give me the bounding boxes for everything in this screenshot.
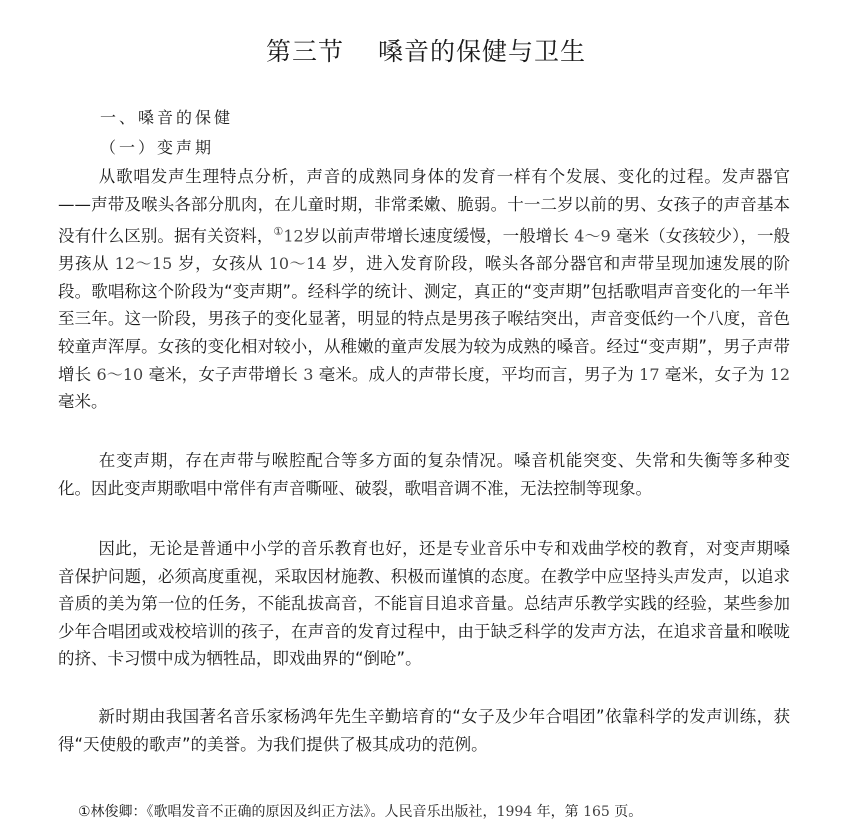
p1-num-2: 4～9 — [574, 226, 611, 246]
subheading-level-2: （一）变声期 — [100, 138, 215, 157]
p3-text: 因此，无论是普通中小学的音乐教育也好，还是专业音乐中专和戏曲学校的教育，对变声期嗓音保护问题，必须高度重视，采取因材施教、积极而谨慎的态度。在教学中应坚持头声发声，以追求音质的美为第一位的任务，不能乱拔高音，不能盲目追求音量。总结声乐教学实践的经验，某些参加少年合唱团或戏校培训的孩子，在声音的发育过程中，由于缺乏科学的发声方法，在追求音量和喉咙的挤、卡习惯中成为牺牲品，即戏曲界的“倒呛”。 — [58, 539, 790, 669]
paragraph-2 — [58, 447, 790, 502]
footnote-ref: ① — [273, 225, 284, 239]
p1-text-h: 毫米，女子为 — [664, 364, 765, 384]
paragraph-4 — [58, 703, 790, 758]
p1-num-7: 17 — [639, 364, 660, 384]
p1-num-1: 12 — [283, 226, 304, 246]
p1-text-i: 毫米。 — [58, 392, 108, 412]
footnote-year: 1994 — [496, 804, 533, 820]
footnote-page: 165 — [583, 804, 610, 820]
p2-text: 在变声期，存在声带与喉腔配合等多方面的复杂情况。嗓音机能突变、失常和失衡等多种变化。因此变声期歌唱中常伴有声音嘶哑、破裂，歌唱音调不准，无法控制等现象。 — [58, 451, 790, 498]
p1-text-g: 毫米。成人的声带长度，平均而言，男子为 — [318, 364, 634, 384]
p1-text-c: 毫米（女孩较少），一般男孩从 — [58, 226, 791, 274]
p1-num-4: 10～14 — [268, 254, 327, 274]
footnote-text-b: 年，第 — [536, 804, 579, 820]
p1-text-a: 从歌唱发声生理特点分析，声音的成熟同身体的发育一样有个发展、变化的过程。发声器官——声带及喉头各部分肌肉，在儿童时期，非常柔嫩、脆弱。十一二岁以前的男、女孩子的声音基本没有什么区别。据有关资料， — [58, 167, 790, 246]
p1-num-8: 12 — [769, 364, 791, 384]
footnote-text-a: ①林俊卿：《歌唱发音不正确的原因及纠正方法》。人民音乐出版社， — [78, 804, 497, 820]
footnote-text-c: 页。 — [614, 804, 643, 820]
p1-text-b: 岁以前声带增长速度缓慢，一般增长 — [303, 226, 569, 246]
p1-num-6: 3 — [303, 364, 314, 384]
p1-text-d: 岁，女孩从 — [178, 254, 263, 274]
section-number: 第三节 — [265, 37, 344, 66]
p1-text-e: 岁，进入发育阶段，喉头各部分器官和声带呈现加速发展的阶段。歌唱称这个阶段为“变声期”。经科学的统计、测定，真正的“变声期”包括歌唱声音变化的一年半至三年。这一阶段，男孩子的变化显著，明显的特点是男孩子喉结突出，声音变低约一个八度，音色较童声浑厚。女孩的变化相对较小，从稚嫩的童声发展为较为成熟的嗓音。经过“变声期”，男子声带增长 — [58, 254, 791, 384]
p4-text: 新时期由我国著名音乐家杨鸿年先生辛勤培育的“女子及少年合唱团”依靠科学的发声训练，获得“天使般的歌声”的美誉。为我们提供了极其成功的范例。 — [58, 707, 790, 754]
page-title — [0, 34, 852, 70]
p1-num-3: 12～15 — [114, 254, 173, 274]
p1-num-5: 6～10 — [96, 364, 144, 384]
section-name: 嗓音的保健与卫生 — [378, 37, 587, 66]
subheading-level-1: 一、嗓音的保健 — [100, 108, 234, 127]
paragraph-1 — [58, 163, 790, 416]
footnote — [78, 801, 642, 823]
p1-text-f: 毫米，女子声带增长 — [148, 364, 298, 384]
paragraph-3 — [58, 535, 790, 673]
